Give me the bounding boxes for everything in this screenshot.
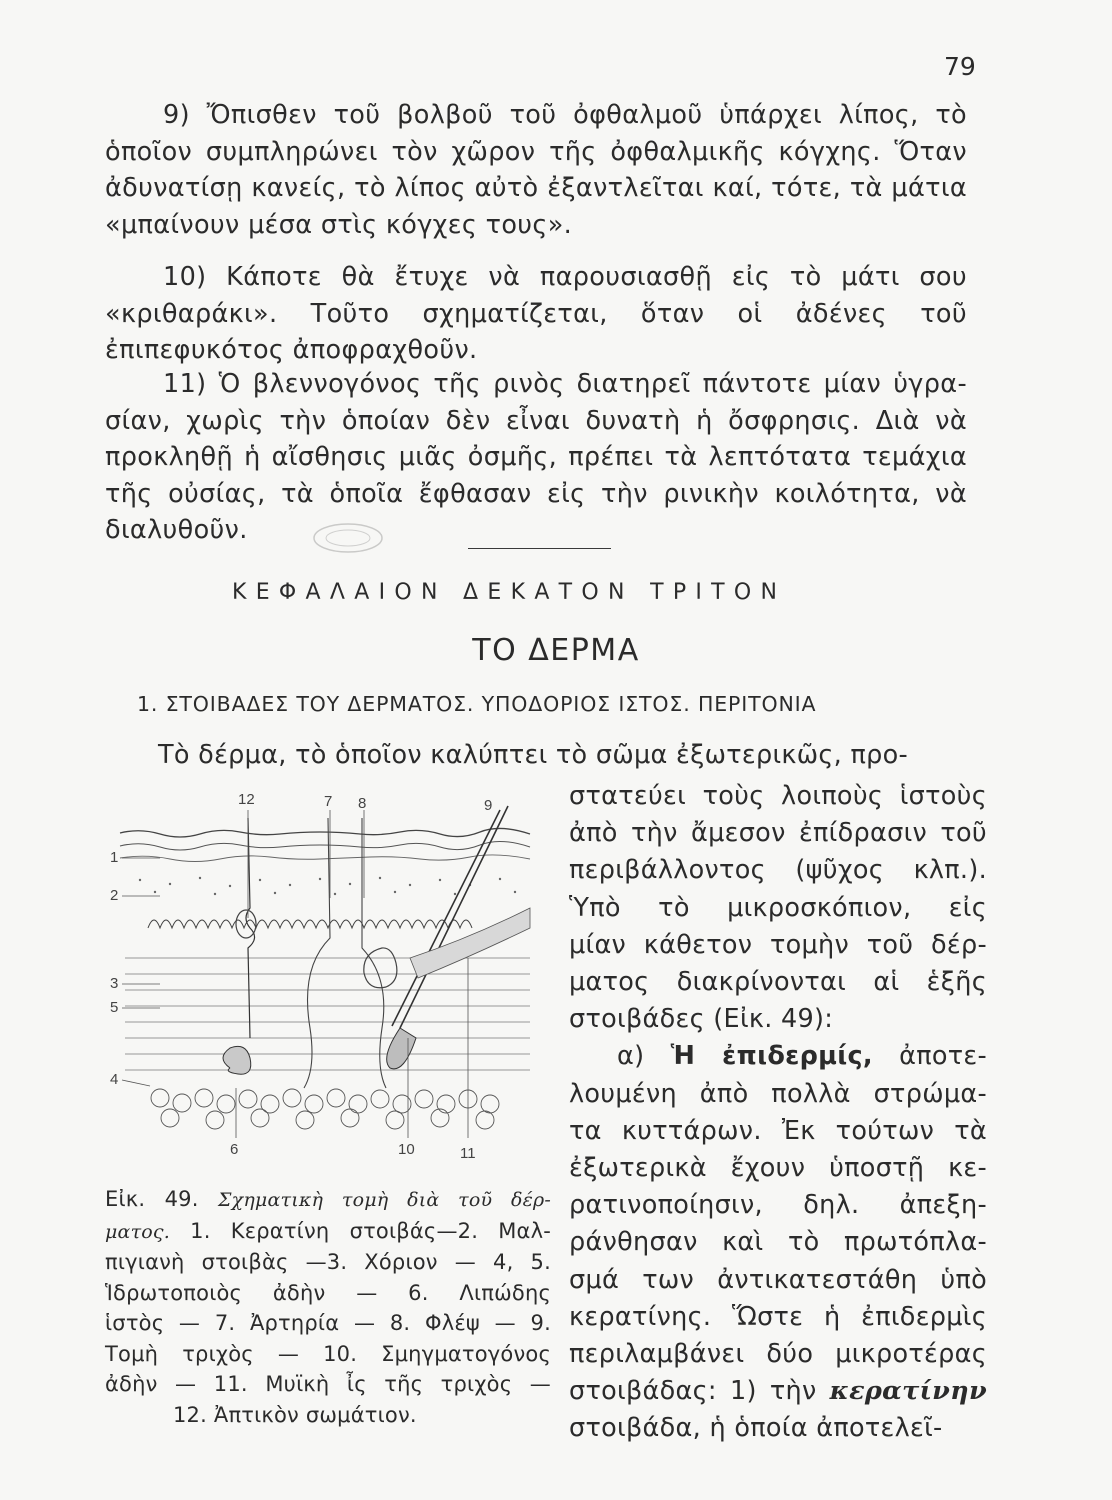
body-line: ράνθησαν καὶ τὸ πρωτόπλα- <box>569 1227 987 1258</box>
figure-label-6: 6 <box>230 1141 239 1158</box>
paragraph-10-rest: «κριθαράκι». Τοῦτο σχηματίζεται, ὅταν οἱ ἀδένες τοῦ ἐπιπεφυκότος ἀποφραχθοῦν. <box>105 298 967 366</box>
hair-shaft <box>392 806 508 1028</box>
section-divider <box>468 548 611 549</box>
figure-label-8: 8 <box>358 795 367 812</box>
body-line: ματος διακρίνονται αἱ ἑξῆς <box>569 967 987 998</box>
paragraph-11-rest: σίαν, χωρὶς τὴν ὁποίαν δὲν εἶναι δυνατὴ ἡ ὄσφρησις. Διὰ νὰ προκληθῇ ἡ αἴσθησις μιᾶς ὀσμῆς, πρέπει τὰ λεπτότατα τεμάχια τῆς οὐσίας, τὰ ὁποῖα ἔφθασαν εἰς τὴν ρινικὴν κοιλότητα, νὰ διαλυθοῦν. <box>105 405 967 546</box>
caption-title: Σχηματικὴ τομὴ διὰ τοῦ δέρ- <box>218 1189 551 1211</box>
body-line: κερατίνης. Ὥστε ἡ ἐπιδερμὶς <box>569 1301 987 1332</box>
closing-line <box>569 1373 987 1410</box>
body-line: περιβάλλοντος (ψῦχος κλπ.). <box>569 855 987 886</box>
figure-label-11: 11 <box>460 1145 476 1162</box>
caption-line: Τομὴ τριχὸς — 10. Σμηγματογόνος <box>105 1341 551 1366</box>
figure-label-1: 1 <box>110 849 119 866</box>
figure-label-4: 4 <box>110 1071 119 1088</box>
body-line: στοιβάδες (Εἰκ. 49): <box>569 1004 834 1035</box>
item-a-line <box>569 1038 987 1075</box>
paragraph-10-lead: 10) Κάποτε θὰ ἔτυχε νὰ παρουσιασθῇ εἰς τὸ μάτι σου <box>163 262 967 292</box>
caption-title-line <box>105 1184 551 1216</box>
figure-label-12: 12 <box>238 791 255 808</box>
sweat-gland-duct <box>246 818 255 1038</box>
body-line: ἐξωτερικὰ ἔχουν ὑποστῇ κε- <box>569 1153 987 1184</box>
skin-surface-line <box>120 855 530 862</box>
dermis-hatching <box>125 958 530 1070</box>
papillae-row <box>148 920 472 928</box>
closing-prefix: στοιβάδας: 1) τὴν <box>569 1376 817 1407</box>
body-line: ρατινοποίησιν, δηλ. ἀπεξη- <box>569 1190 987 1221</box>
page-number: 79 <box>944 52 976 81</box>
caption-line <box>105 1216 551 1248</box>
body-first-line: Τὸ δέρμα, τὸ ὁποῖον καλύπτει τὸ σῶμα ἐξωτερικῶς, προ- <box>158 740 909 770</box>
paragraph-11-lead: 11) Ὁ βλεννογόνος τῆς ρινὸς διατηρεῖ πάντοτε μίαν ὑγρα- <box>163 369 967 399</box>
body-line: μίαν κάθετον τομὴν τοῦ δέρ- <box>569 929 987 960</box>
caption-title-end: ματος. <box>105 1220 171 1243</box>
body-line: Ὑπὸ τὸ μικροσκόπιον, εἰς <box>569 892 987 923</box>
item-a-after: ἀποτε- <box>899 1041 988 1072</box>
subsection-title: 1. ΣΤΟΙΒΑΔΕΣ ΤΟΥ ΔΕΡΜΑΤΟΣ. ΥΠΟΔΟΡΙΟΣ ΙΣΤΟΣ. ΠΕΡΙΤΟΝΙΑ <box>137 692 817 716</box>
chapter-heading: ΚΕΦΑΛΑΙΟΝ ΔΕΚΑΤΟΝ ΤΡΙΤΟΝ <box>232 580 787 605</box>
figure-label-9: 9 <box>484 797 493 814</box>
caption-line: 12. Ἀπτικὸν σωμάτιον. <box>173 1402 417 1427</box>
figure-label-2: 2 <box>110 887 119 904</box>
paragraph-11 <box>105 366 967 549</box>
item-a-prefix: α) <box>617 1041 645 1072</box>
body-line: τα κυττάρων. Ἐκ τούτων τὰ <box>569 1115 987 1146</box>
skin-surface-line <box>120 828 530 837</box>
figure-label-3: 3 <box>110 975 119 992</box>
caption-prefix: Εἰκ. 49. <box>105 1187 199 1211</box>
skin-section-figure <box>100 788 540 1168</box>
body-line: στατεύει τοὺς λοιποὺς ἱστοὺς <box>569 781 987 811</box>
paragraph-10 <box>105 259 967 369</box>
figure-label-7: 7 <box>324 793 333 810</box>
skin-surface-line <box>120 841 530 850</box>
fat-tissue-lobules <box>151 1089 499 1129</box>
caption-line: ἱστὸς — 7. Ἀρτηρία — 8. Φλέψ — 9. <box>105 1311 551 1335</box>
paragraph-9 <box>105 97 967 243</box>
section-title: ΤΟ ΔΕΡΜΑ <box>472 633 640 668</box>
caption-text: 1. Κερατίνη στοιβάς—2. Μαλ- <box>190 1218 551 1243</box>
hair-follicle <box>387 1028 416 1069</box>
library-stamp-mark <box>310 516 388 556</box>
body-line: περιλαμβάνει δύο μικροτέρας <box>569 1339 987 1370</box>
closing-last-line: στοιβάδα, ἡ ὁποία ἀποτελεῖ- <box>569 1413 943 1444</box>
figure-label-5: 5 <box>110 999 119 1016</box>
body-line: ἀπὸ τὴν ἄμεσον ἐπίδρασιν τοῦ <box>569 818 987 849</box>
vein-vessel <box>362 818 386 1088</box>
arrector-muscle <box>410 908 530 978</box>
item-a-term: Ἡ ἐπιδερμίς, <box>670 1041 873 1072</box>
paragraph-9-rest: ὁποῖον συμπληρώνει τὸν χῶρον τῆς ὀφθαλμικῆς κόγχης. Ὅταν ἀδυνατίσῃ κανείς, τὸ λίπος αὐτὸ ἐξαντλεῖται καί, τότε, τὰ μάτια «μπαίνουν μέσα στὶς κόγχες τους». <box>105 136 967 240</box>
caption-line: Ἱδρωτοποιὸς ἀδὴν — 6. Λιπώδης <box>105 1280 551 1305</box>
figure-label-10: 10 <box>398 1141 415 1158</box>
caption-line: πιγιανὴ στοιβὰς —3. Χόριον — 4, 5. <box>105 1250 551 1274</box>
caption-line: ἀδὴν — 11. Μυϊκὴ ἶς τῆς τριχὸς — <box>105 1372 551 1396</box>
body-line: σμά των ἀντικατεστάθη ὑπὸ <box>569 1264 987 1295</box>
body-line: λουμένη ἀπὸ πολλὰ στρώμα- <box>569 1078 987 1109</box>
closing-term: κερατίνην <box>829 1376 987 1407</box>
figure-caption <box>105 1184 551 1430</box>
paragraph-9-lead: 9) Ὄπισθεν τοῦ βολβοῦ τοῦ ὀφθαλμοῦ ὑπάρχει λίπος, τὸ <box>163 100 967 130</box>
body-column-text <box>569 778 987 1448</box>
